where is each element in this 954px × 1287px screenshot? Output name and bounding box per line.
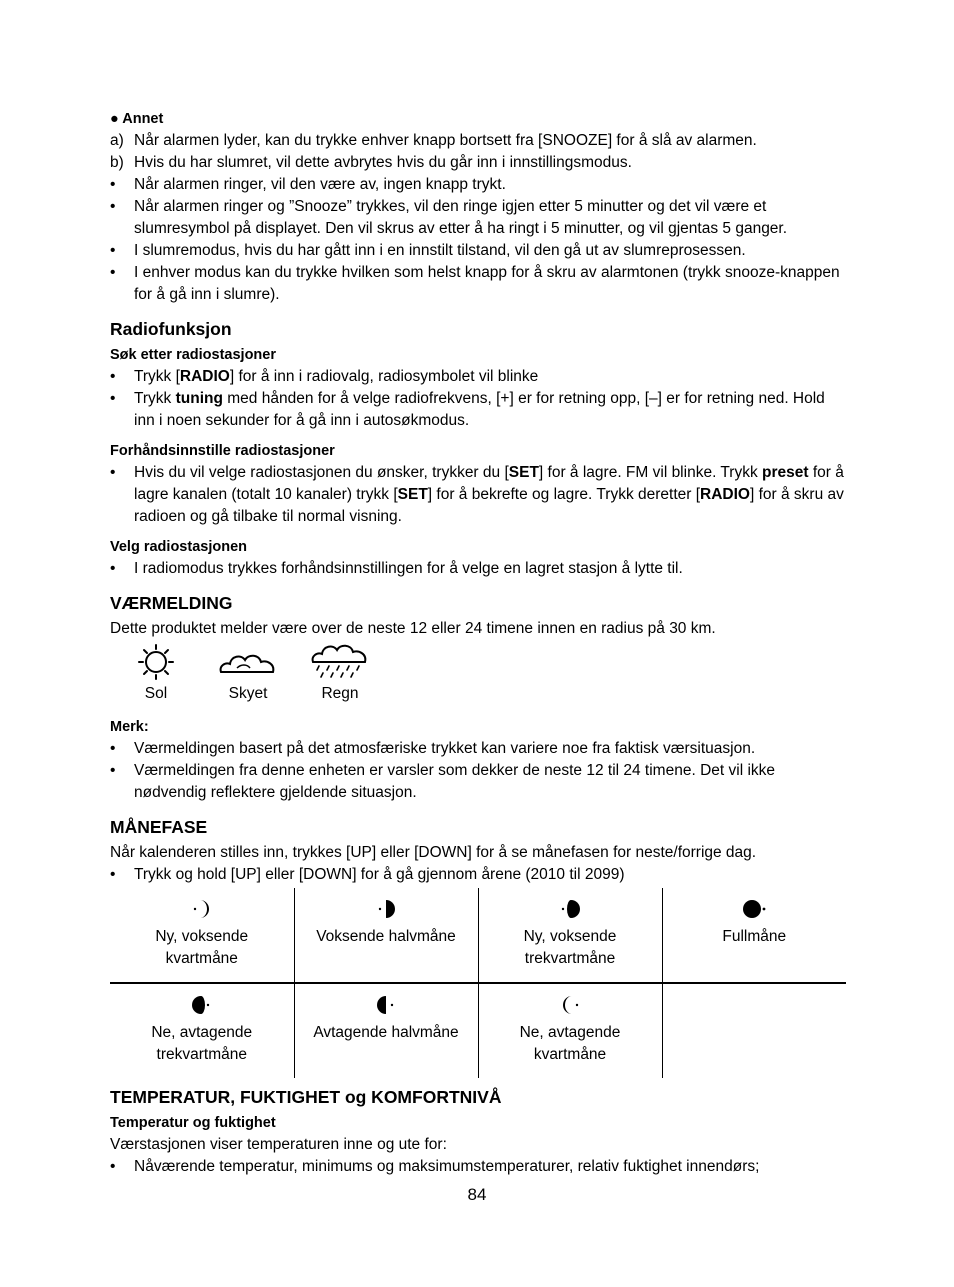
moon-label: Ny, voksende — [523, 928, 617, 945]
moon-label: Ne, avtagende — [151, 1024, 253, 1041]
moon-label: kvartmåne — [165, 950, 238, 967]
list-item — [110, 174, 846, 196]
weather-icons — [110, 644, 846, 706]
list-marker: b) — [110, 154, 124, 171]
list-item — [110, 864, 846, 886]
text-run: for å lagre kanalen (totalt 10 kanaler) trykk [ — [134, 464, 844, 503]
moon-cell — [294, 983, 478, 1078]
list-item — [110, 130, 846, 152]
list-text — [134, 388, 846, 432]
text-run: Hvis du vil velge radiostasjonen du ønsker, trykker du [ — [134, 464, 509, 481]
waning-gibbous-icon — [191, 994, 213, 1016]
moon-cell — [110, 888, 294, 983]
waxing-gibbous-icon — [559, 898, 581, 920]
moon-cell — [110, 983, 294, 1078]
list-item — [110, 366, 846, 388]
cloud-icon — [217, 644, 279, 680]
weather-label: Regn — [321, 685, 359, 702]
last-quarter-icon — [375, 994, 397, 1016]
bullet: • — [110, 368, 116, 385]
bullet: • — [110, 390, 116, 407]
list-item — [110, 262, 846, 306]
moon-intro: Når kalenderen stilles inn, trykkes [UP] eller [DOWN] for å se månefasen for neste/forrige dag. — [110, 844, 757, 861]
list-text: I radiomodus trykkes forhåndsinnstillingen for å velge en lagret stasjon å lytte til. — [134, 560, 683, 577]
list-text: Trykk og hold [UP] eller [DOWN] for å gå gjennom årene (2010 til 2099) — [134, 866, 625, 883]
bold-run: tuning — [175, 390, 223, 407]
text-run: ] for å inn i radiovalg, radiosymbolet vil blinke — [229, 368, 539, 385]
moon-label: kvartmåne — [533, 1046, 607, 1063]
list-item — [110, 558, 846, 580]
note-heading: Merk: — [110, 719, 149, 735]
moon-label: Voksende halvmåne — [316, 928, 456, 945]
list-text: Værmeldingen fra denne enheten er varsler som dekker de neste 12 til 24 timene. Det vil ikke nødvendig reflektere gjeldende situasjon. — [134, 762, 776, 801]
moon-label: trekvartmåne — [524, 950, 616, 967]
bold-run: preset — [762, 464, 809, 481]
search-subheading: Søk etter radiostasjoner — [110, 347, 276, 363]
moon-heading: MÅNEFASE — [110, 817, 208, 837]
list-item — [110, 388, 846, 432]
bullet: • — [110, 1158, 116, 1175]
list-text: I enhver modus kan du trykke hvilken som helst knapp for å skru av alarmtonen (trykk snooze-knappen for å gå inn i slumre). — [134, 264, 840, 303]
bullet: • — [110, 762, 116, 779]
moon-cell-empty — [662, 983, 846, 1078]
moon-cell — [662, 888, 846, 983]
list-marker: • — [110, 242, 116, 259]
list-item — [110, 152, 846, 174]
preset-subheading: Forhåndsinnstille radiostasjoner — [110, 443, 335, 459]
table-row — [110, 888, 846, 983]
list-text — [134, 366, 846, 388]
list-marker: • — [110, 198, 116, 215]
temp-intro: Værstasjonen viser temperaturen inne og ute for: — [110, 1136, 447, 1153]
list-item — [110, 1156, 846, 1178]
list-marker: • — [110, 264, 116, 281]
annet-list — [110, 130, 846, 306]
text-run: Trykk [ — [134, 368, 180, 385]
list-text: Når alarmen ringer og ”Snooze” trykkes, vil den ringe igjen etter 5 minutter og det vil være et slumresymbol på displayet. Den vil skrus av etter å ha ringt i 5 minutter, og vil gjentas 5 ganger. — [134, 198, 788, 237]
bullet: • — [110, 866, 116, 883]
page-number: 84 — [467, 1185, 487, 1204]
first-quarter-icon — [375, 898, 397, 920]
text-run: ] for å lagre. FM vil blinke. Trykk — [538, 464, 763, 481]
weather-intro: Dette produktet melder være over de neste 12 eller 24 timene innen en radius på 30 km. — [110, 620, 716, 637]
moon-label: trekvartmåne — [156, 1046, 247, 1063]
list-item — [110, 738, 846, 760]
list-text: Hvis du har slumret, vil dette avbrytes hvis du går inn i innstillingsmodus. — [134, 154, 632, 171]
document-page — [110, 108, 846, 1178]
moon-label: Ny, voksende — [155, 928, 249, 945]
text-run: med hånden for å velge radiofrekvens, [+] er for retning opp, [–] er for retning ned. Hold inn i noen sekunder for å gå inn i autosøkmodus. — [134, 390, 825, 429]
weather-item-rain — [294, 644, 386, 706]
bold-run: RADIO — [179, 368, 230, 385]
list-text: Når alarmen lyder, kan du trykke enhver knapp bortsett fra [SNOOZE] for å slå av alarmen. — [134, 132, 757, 149]
bullet: • — [110, 560, 116, 577]
moon-label: Fullmåne — [722, 928, 787, 945]
list-text — [134, 462, 846, 528]
text-run: Trykk — [134, 390, 176, 407]
waning-crescent-icon — [559, 994, 581, 1016]
weather-label: Sol — [144, 685, 168, 702]
list-item — [110, 196, 846, 240]
list-item — [110, 240, 846, 262]
table-row — [110, 983, 846, 1078]
moon-cell — [478, 983, 662, 1078]
text-run: ] for å skru av radioen og gå tilbake til normal visning. — [134, 486, 844, 525]
annet-heading: ● Annet — [110, 111, 164, 127]
text-run: ] for å bekrefte og lagre. Trykk deretter [ — [427, 486, 701, 503]
radio-heading: Radiofunksjon — [110, 319, 232, 339]
full-moon-icon — [741, 898, 767, 920]
list-item — [110, 760, 846, 804]
bold-run: RADIO — [700, 486, 750, 503]
bold-run: SET — [508, 464, 539, 481]
list-marker: • — [110, 176, 116, 193]
weather-item-cloud — [202, 644, 294, 706]
weather-item-sun — [110, 644, 202, 706]
weather-heading: VÆRMELDING — [110, 593, 233, 613]
select-subheading: Velg radiostasjonen — [110, 539, 247, 555]
bold-run: SET — [397, 486, 428, 503]
moon-label: Ne, avtagende — [519, 1024, 621, 1041]
list-item — [110, 462, 846, 528]
waxing-crescent-icon — [191, 898, 213, 920]
moon-cell — [478, 888, 662, 983]
moon-phase-table — [110, 888, 846, 1078]
list-text: Værmeldingen basert på det atmosfæriske trykket kan variere noe fra faktisk værsituasjon. — [134, 740, 756, 757]
temp-subheading: Temperatur og fuktighet — [110, 1115, 276, 1131]
bullet: • — [110, 464, 116, 481]
rain-icon — [309, 644, 371, 680]
moon-label: Avtagende halvmåne — [313, 1024, 459, 1041]
moon-cell — [294, 888, 478, 983]
temp-heading: TEMPERATUR, FUKTIGHET og KOMFORTNIVÅ — [110, 1087, 502, 1107]
sun-icon — [138, 644, 174, 680]
weather-label: Skyet — [228, 685, 268, 702]
list-text: I slumremodus, hvis du har gått inn i en innstilt tilstand, vil den gå ut av slumreprosessen. — [134, 242, 746, 259]
bullet: • — [110, 740, 116, 757]
list-marker: a) — [110, 132, 124, 149]
list-text: Når alarmen ringer, vil den være av, ingen knapp trykt. — [134, 176, 506, 193]
list-text: Nåværende temperatur, minimums og maksimumstemperaturer, relativ fuktighet innendørs; — [134, 1158, 760, 1175]
